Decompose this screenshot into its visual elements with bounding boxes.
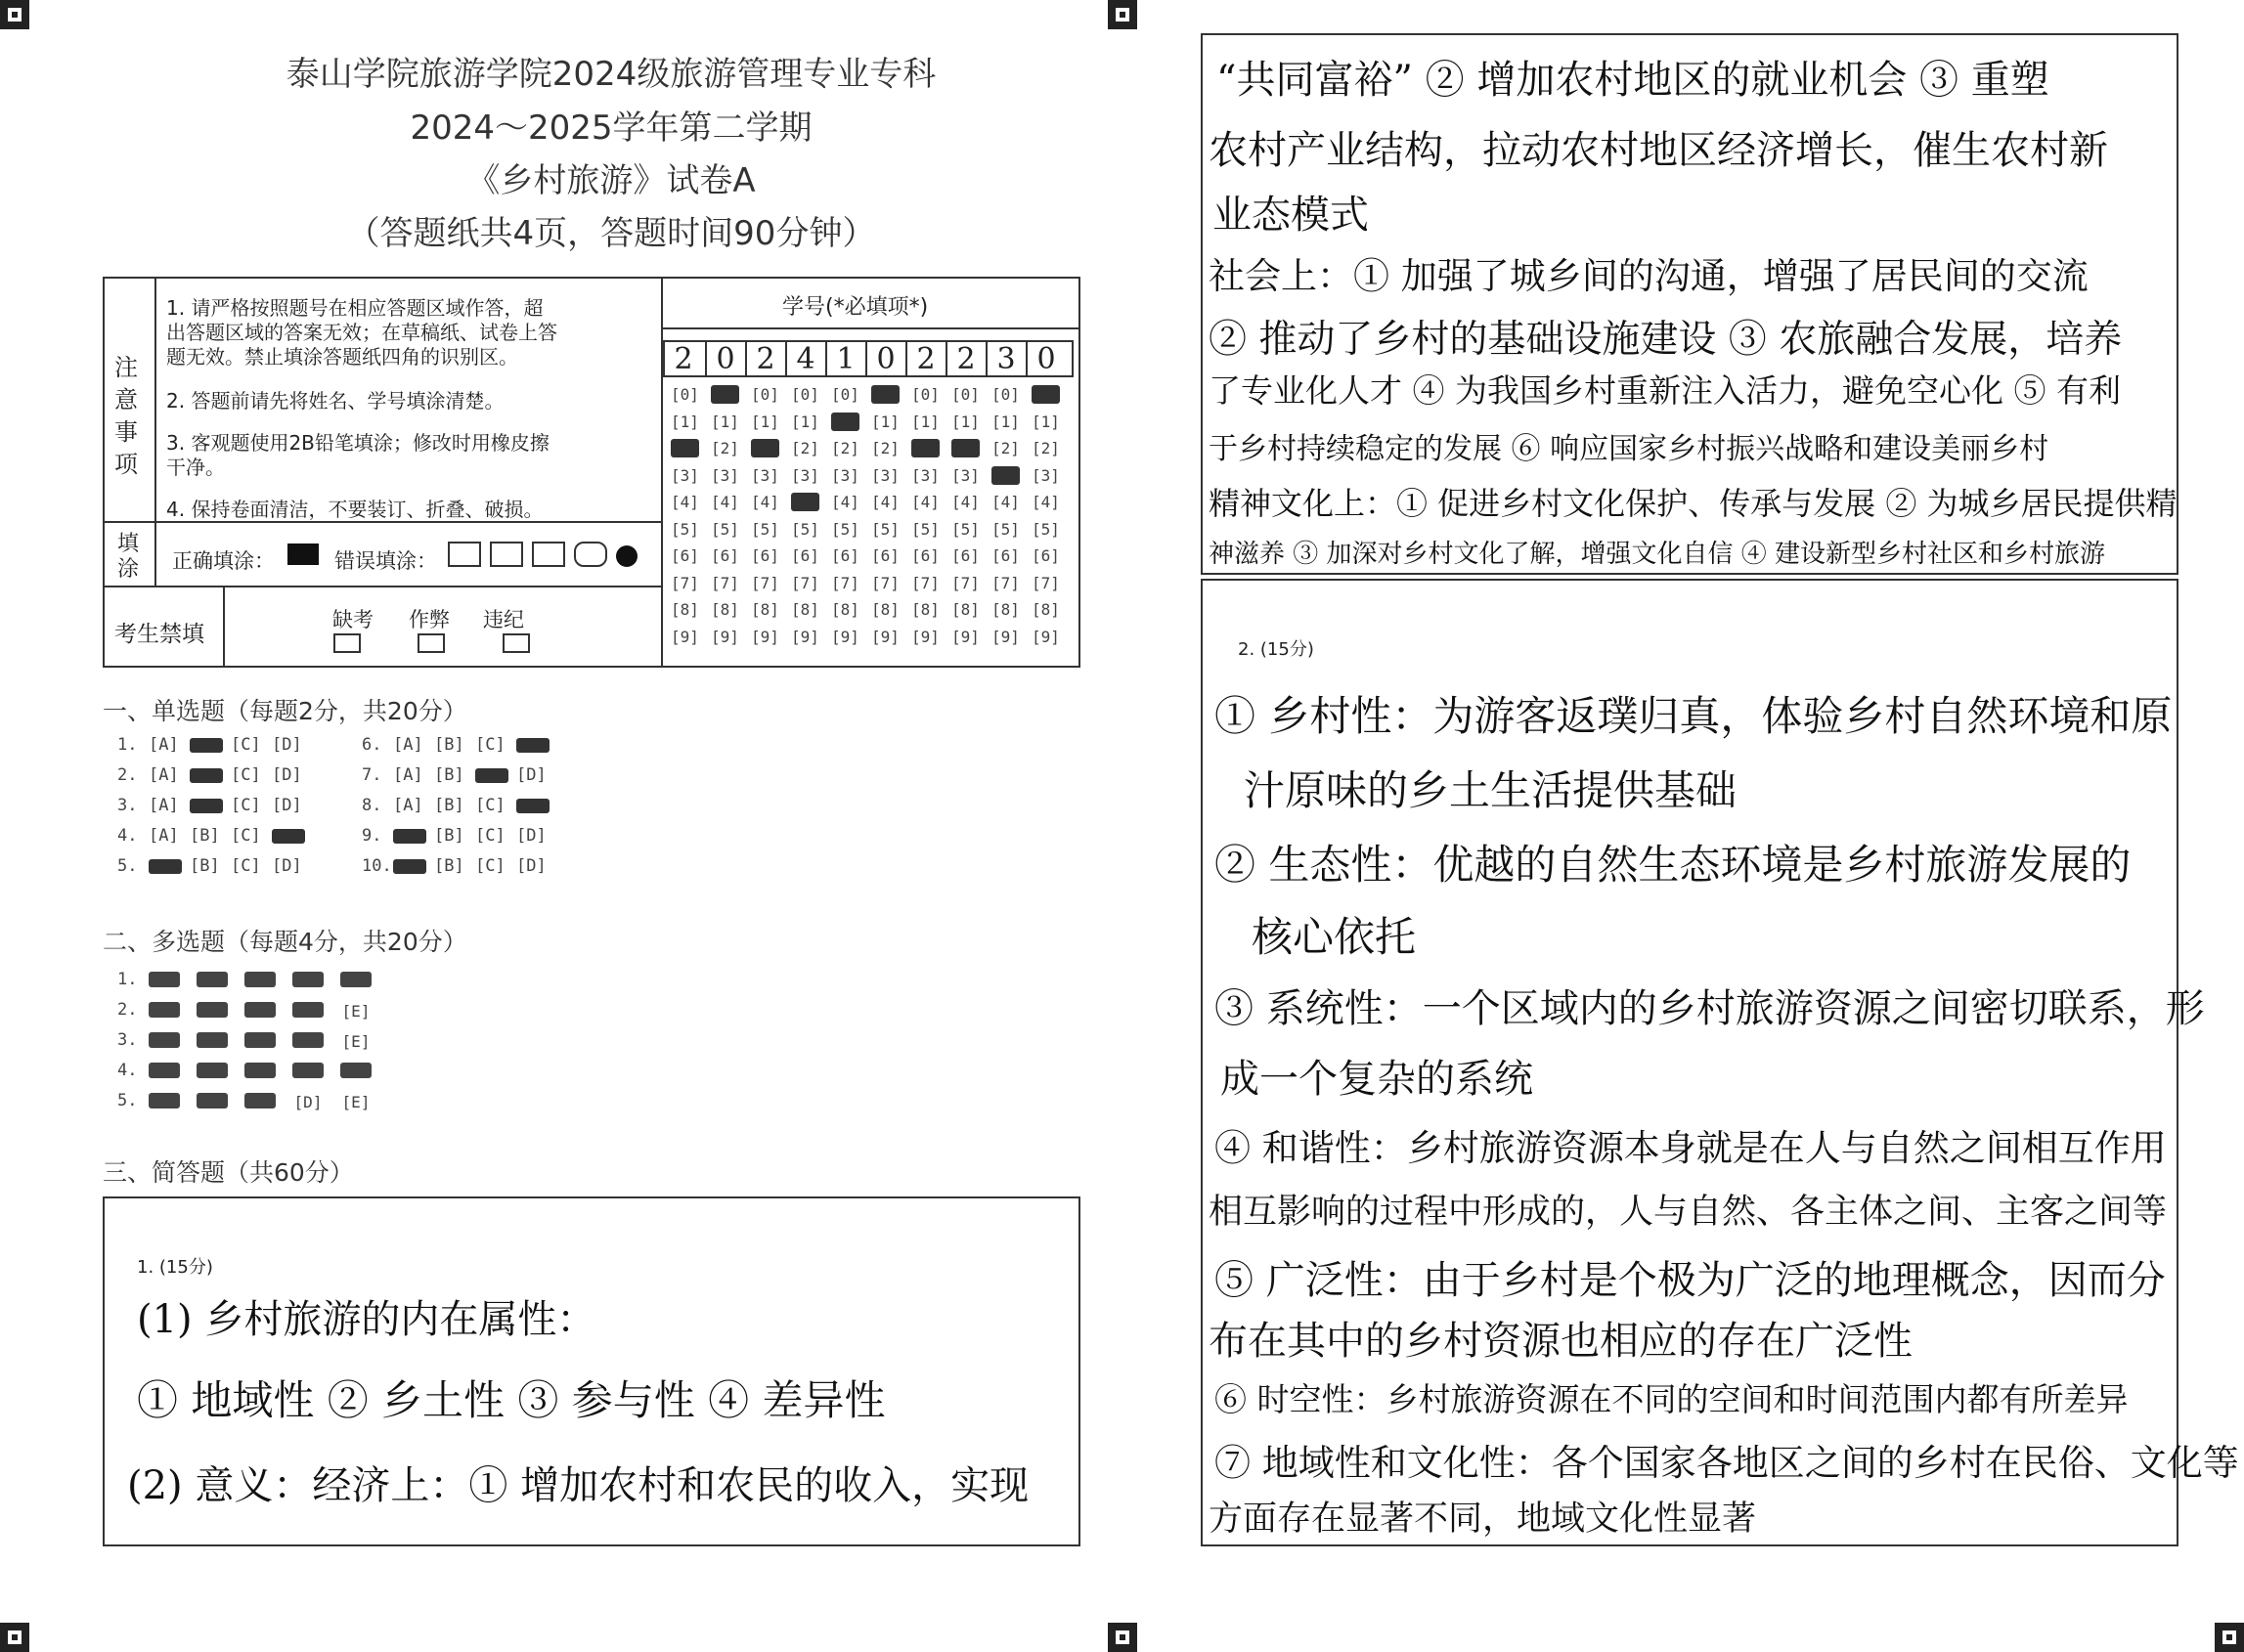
- question-number: 5.: [117, 1091, 138, 1110]
- id-bubble[interactable]: [0]: [711, 385, 739, 404]
- id-bubble[interactable]: [7]: [751, 573, 779, 592]
- option-b[interactable]: [B]: [190, 826, 220, 846]
- id-bubble[interactable]: [7]: [871, 573, 900, 592]
- exam-title-note: （答题纸共4页，答题时间90分钟）: [346, 214, 876, 253]
- notice-item-3b: 干净。: [166, 456, 225, 479]
- id-bubble[interactable]: [1]: [671, 412, 699, 431]
- option-d[interactable]: [D]: [516, 765, 547, 785]
- corner-mark-bottom-right: [2215, 1623, 2244, 1652]
- option-b[interactable]: [B]: [434, 796, 464, 815]
- id-bubble[interactable]: [9]: [791, 627, 819, 646]
- notice-side-label: 注意事项: [114, 354, 138, 478]
- q2-answer-line-13: 方面存在显著不同，地域文化性显著: [1209, 1500, 1757, 1539]
- wrong-fill-samples: [448, 542, 638, 573]
- id-bubble[interactable]: [2]: [831, 439, 859, 457]
- id-digit: 4: [785, 342, 824, 377]
- question-number: 4.: [117, 826, 138, 846]
- exam-title-school: 泰山学院旅游学院2024级旅游管理专业专科: [286, 55, 937, 94]
- student-id-bubble-grid[interactable]: [671, 385, 1072, 659]
- notice-item-3a: 3. 客观题使用2B铅笔填涂；修改时用橡皮擦: [166, 431, 550, 455]
- multi-choice-row[interactable]: [117, 1000, 388, 1020]
- id-bubble[interactable]: [7]: [951, 573, 980, 592]
- empty-option[interactable]: [E]: [341, 1093, 371, 1111]
- question-number: 3.: [117, 796, 138, 815]
- q2-answer-line-10: 布在其中的乡村资源也相应的存在广泛性: [1209, 1319, 1913, 1364]
- id-bubble[interactable]: [3]: [911, 465, 940, 485]
- filled-option[interactable]: [244, 1032, 276, 1048]
- option-c[interactable]: [C]: [231, 856, 261, 876]
- option-c[interactable]: [C]: [475, 826, 506, 846]
- id-bubble[interactable]: [2]: [911, 439, 940, 457]
- id-bubble[interactable]: [9]: [671, 627, 699, 646]
- id-bubble[interactable]: [6]: [831, 546, 859, 565]
- option-b[interactable]: [B]: [434, 826, 464, 846]
- notice-item-1a: 1. 请严格按照题号在相应答题区域作答，超: [166, 296, 544, 320]
- id-bubble[interactable]: [6]: [711, 546, 739, 565]
- q1-label: 1. (15分): [137, 1257, 213, 1278]
- id-bubble[interactable]: [5]: [751, 519, 779, 539]
- id-bubble[interactable]: [1]: [1032, 412, 1060, 431]
- id-bubble[interactable]: [0]: [991, 385, 1020, 404]
- forbid-violation: 违纪: [483, 608, 524, 631]
- id-bubble[interactable]: [3]: [1032, 465, 1060, 485]
- id-bubble[interactable]: [6]: [951, 546, 980, 565]
- option-a[interactable]: [A]: [393, 796, 423, 815]
- forbid-absent: 缺考: [332, 608, 374, 631]
- id-bubble[interactable]: [8]: [911, 600, 940, 619]
- filled-option[interactable]: [244, 1002, 276, 1018]
- filled-option[interactable]: [475, 768, 508, 783]
- id-bubble[interactable]: [9]: [751, 627, 779, 646]
- id-bubble[interactable]: [9]: [991, 627, 1020, 646]
- section3-title: 三、简答题（共60分）: [103, 1158, 354, 1187]
- id-digit: 0: [1026, 342, 1065, 377]
- id-bubble[interactable]: [3]: [711, 465, 739, 485]
- id-bubble[interactable]: [0]: [831, 385, 859, 404]
- id-bubble[interactable]: [7]: [911, 573, 940, 592]
- q1-cont-line-9: 神滋养 ③ 加深对乡村文化了解，增强文化自信 ④ 建设新型乡村社区和乡村旅游: [1209, 540, 2106, 569]
- filled-option[interactable]: [190, 799, 223, 813]
- id-bubble[interactable]: [5]: [991, 519, 1020, 539]
- filled-option[interactable]: [340, 972, 372, 987]
- fill-side-label: 填涂: [117, 532, 139, 581]
- option-d[interactable]: [D]: [516, 826, 547, 846]
- q1-cont-line-8: 精神文化上：① 促进乡村文化保护、传承与发展 ② 为城乡居民提供精: [1209, 485, 2178, 522]
- id-bubble[interactable]: [3]: [671, 465, 699, 485]
- option-d[interactable]: [D]: [272, 856, 302, 876]
- id-bubble[interactable]: [5]: [711, 519, 739, 539]
- question-number: 8.: [362, 796, 382, 815]
- id-bubble[interactable]: [3]: [871, 465, 900, 485]
- id-bubble[interactable]: [7]: [791, 573, 819, 592]
- id-bubble[interactable]: [8]: [831, 600, 859, 619]
- id-bubble[interactable]: [1]: [831, 412, 859, 431]
- filled-option[interactable]: [516, 799, 550, 813]
- q2-answer-line-11: ⑥ 时空性：乡村旅游资源在不同的空间和时间范围内都有所差异: [1214, 1380, 2129, 1418]
- id-bubble[interactable]: [6]: [991, 546, 1020, 565]
- id-bubble[interactable]: [4]: [991, 493, 1020, 511]
- id-bubble[interactable]: [5]: [671, 519, 699, 539]
- q1-cont-line-6: 了专业化人才 ④ 为我国乡村重新注入活力，避免空心化 ⑤ 有利: [1209, 371, 2121, 410]
- option-d[interactable]: [D]: [516, 856, 547, 876]
- id-bubble[interactable]: [1]: [871, 412, 900, 431]
- filled-option[interactable]: [149, 972, 180, 987]
- single-choice-row[interactable]: [117, 826, 313, 846]
- exam-title-course: 《乡村旅游》试卷A: [466, 161, 756, 200]
- filled-option[interactable]: [340, 1063, 372, 1078]
- id-bubble[interactable]: [6]: [751, 546, 779, 565]
- option-c[interactable]: [C]: [231, 796, 261, 815]
- corner-mark-bottom-middle: [1108, 1623, 1137, 1652]
- q1-cont-line-1: “共同富裕” ② 增加农村地区的就业机会 ③ 重塑: [1216, 58, 2049, 103]
- question-number: 5.: [117, 856, 138, 876]
- id-bubble[interactable]: [8]: [711, 600, 739, 619]
- option-b[interactable]: [B]: [434, 735, 464, 755]
- id-bubble[interactable]: [4]: [751, 493, 779, 511]
- filled-option[interactable]: [292, 972, 324, 987]
- id-digit: 3: [986, 342, 1025, 377]
- id-bubble[interactable]: [0]: [871, 385, 900, 404]
- id-bubble[interactable]: [2]: [871, 439, 900, 457]
- id-bubble[interactable]: [9]: [831, 627, 859, 646]
- id-bubble[interactable]: [7]: [831, 573, 859, 592]
- single-choice-row[interactable]: [362, 826, 557, 846]
- q2-answer-line-2: 汁原味的乡土生活提供基础: [1244, 766, 1738, 814]
- id-bubble[interactable]: [1]: [751, 412, 779, 431]
- id-bubble[interactable]: [1]: [951, 412, 980, 431]
- q2-answer-line-6: 成一个复杂的系统: [1220, 1057, 1533, 1102]
- option-c[interactable]: [C]: [231, 765, 261, 785]
- id-bubble[interactable]: [6]: [791, 546, 819, 565]
- q2-answer-line-12: ⑦ 地域性和文化性：各个国家各地区之间的乡村在民俗、文化等: [1214, 1442, 2239, 1484]
- q1-cont-line-5: ② 推动了乡村的基础设施建设 ③ 农旅融合发展，培养: [1209, 318, 2123, 362]
- single-choice-answers[interactable]: [117, 735, 606, 891]
- id-bubble[interactable]: [4]: [951, 493, 980, 511]
- q2-answer-line-4: 核心依托: [1252, 913, 1417, 961]
- id-bubble[interactable]: [7]: [711, 573, 739, 592]
- id-bubble[interactable]: [0]: [751, 385, 779, 404]
- corner-mark-top-middle: [1108, 0, 1137, 29]
- id-bubble[interactable]: [2]: [951, 439, 980, 457]
- id-bubble[interactable]: [7]: [991, 573, 1020, 592]
- filled-option[interactable]: [190, 738, 223, 753]
- forbid-absent-checkbox[interactable]: [333, 633, 361, 653]
- q1-answer-line-3: (2) 意义：经济上：① 增加农村和农民的收入，实现: [127, 1463, 1030, 1508]
- id-bubble[interactable]: [8]: [671, 600, 699, 619]
- filled-option[interactable]: [149, 1063, 180, 1078]
- option-c[interactable]: [C]: [231, 826, 261, 846]
- id-bubble[interactable]: [5]: [871, 519, 900, 539]
- id-bubble[interactable]: [5]: [911, 519, 940, 539]
- id-bubble[interactable]: [4]: [671, 493, 699, 511]
- single-choice-row[interactable]: [362, 735, 557, 755]
- forbid-label: 考生禁填: [114, 622, 204, 647]
- option-a[interactable]: [A]: [393, 765, 423, 785]
- corner-mark-bottom-left: [0, 1623, 29, 1652]
- id-bubble[interactable]: [4]: [911, 493, 940, 511]
- correct-fill-label: 正确填涂：: [172, 549, 275, 573]
- filled-option[interactable]: [149, 1032, 180, 1048]
- multi-choice-row[interactable]: [117, 1061, 388, 1080]
- q1-cont-line-4: 社会上：① 加强了城乡间的沟通，增强了居民间的交流: [1209, 255, 2089, 297]
- id-bubble[interactable]: [7]: [671, 573, 699, 592]
- id-bubble[interactable]: [4]: [1032, 493, 1060, 511]
- filled-option[interactable]: [197, 972, 228, 987]
- single-choice-row[interactable]: [117, 856, 313, 876]
- filled-option[interactable]: [197, 1002, 228, 1018]
- section1-title: 一、单选题（每题2分，共20分）: [103, 697, 467, 725]
- id-bubble[interactable]: [5]: [1032, 519, 1060, 539]
- id-bubble[interactable]: [9]: [911, 627, 940, 646]
- id-bubble[interactable]: [3]: [831, 465, 859, 485]
- id-bubble[interactable]: [6]: [911, 546, 940, 565]
- id-bubble[interactable]: [0]: [951, 385, 980, 404]
- id-bubble[interactable]: [0]: [1032, 385, 1060, 404]
- option-a[interactable]: [A]: [149, 796, 179, 815]
- filled-option[interactable]: [197, 1032, 228, 1048]
- notice-item-1c: 题无效。禁止填涂答题纸四角的识别区。: [166, 345, 518, 369]
- forbid-violation-checkbox[interactable]: [503, 633, 530, 653]
- notice-item-4: 4. 保持卷面清洁，不要装订、折叠、破损。: [166, 498, 544, 521]
- section2-title: 二、多选题（每题4分，共20分）: [103, 928, 467, 956]
- filled-option[interactable]: [393, 859, 426, 874]
- id-bubble[interactable]: [7]: [1032, 573, 1060, 592]
- filled-option[interactable]: [292, 1032, 324, 1048]
- corner-mark-top-left: [0, 0, 29, 29]
- id-bubble[interactable]: [8]: [951, 600, 980, 619]
- question-number: 10.: [362, 856, 392, 876]
- id-digit: 2: [745, 342, 784, 377]
- id-bubble[interactable]: [1]: [991, 412, 1020, 431]
- empty-option[interactable]: [D]: [293, 1093, 323, 1111]
- exam-title-term: 2024～2025学年第二学期: [410, 109, 813, 148]
- q1-cont-line-2: 农村产业结构，拉动农村地区经济增长，催生农村新: [1209, 128, 2108, 173]
- id-bubble[interactable]: [4]: [831, 493, 859, 511]
- id-bubble[interactable]: [1]: [791, 412, 819, 431]
- option-c[interactable]: [C]: [231, 735, 261, 755]
- id-digit: 0: [865, 342, 904, 377]
- single-choice-row[interactable]: [117, 796, 313, 815]
- option-a[interactable]: [A]: [149, 765, 179, 785]
- option-a[interactable]: [A]: [149, 735, 179, 755]
- option-c[interactable]: [C]: [475, 735, 506, 755]
- question-number: 1.: [117, 735, 138, 755]
- id-bubble[interactable]: [9]: [1032, 627, 1060, 646]
- id-bubble[interactable]: [8]: [751, 600, 779, 619]
- id-bubble[interactable]: [2]: [1032, 439, 1060, 457]
- filled-option[interactable]: [190, 768, 223, 783]
- multi-choice-row[interactable]: [117, 970, 388, 989]
- q1-cont-line-7: 于乡村持续稳定的发展 ⑥ 响应国家乡村振兴战略和建设美丽乡村: [1209, 432, 2049, 466]
- single-choice-row[interactable]: [117, 765, 313, 785]
- id-bubble[interactable]: [0]: [671, 385, 699, 404]
- id-bubble[interactable]: [3]: [951, 465, 980, 485]
- q2-label: 2. (15分): [1238, 639, 1314, 660]
- id-bubble[interactable]: [3]: [991, 465, 1020, 485]
- id-bubble[interactable]: [0]: [911, 385, 940, 404]
- option-b[interactable]: [B]: [434, 856, 464, 876]
- id-digit: 2: [946, 342, 985, 377]
- option-c[interactable]: [C]: [475, 796, 506, 815]
- id-digit: 2: [674, 342, 693, 376]
- filled-option[interactable]: [149, 859, 182, 874]
- question-number: 2.: [117, 1000, 138, 1020]
- id-bubble[interactable]: [5]: [791, 519, 819, 539]
- id-bubble[interactable]: [9]: [871, 627, 900, 646]
- id-bubble[interactable]: [3]: [751, 465, 779, 485]
- correct-fill-sample: [287, 543, 319, 565]
- q2-answer-line-7: ④ 和谐性：乡村旅游资源本身就是在人与自然之间相互作用: [1214, 1127, 2167, 1169]
- option-a[interactable]: [A]: [149, 826, 179, 846]
- q2-answer-line-9: ⑤ 广泛性：由于乡村是个极为广泛的地理概念，因而分: [1214, 1258, 2166, 1303]
- student-id-label: 学号(*必填项*): [782, 295, 929, 320]
- filled-option[interactable]: [272, 829, 305, 844]
- filled-option[interactable]: [292, 1002, 324, 1018]
- option-d[interactable]: [D]: [272, 765, 302, 785]
- filled-option[interactable]: [197, 1093, 228, 1109]
- id-bubble[interactable]: [4]: [791, 493, 819, 511]
- q1-cont-line-3: 业态模式: [1212, 193, 1369, 238]
- filled-option[interactable]: [197, 1063, 228, 1078]
- id-bubble[interactable]: [6]: [871, 546, 900, 565]
- id-bubble[interactable]: [5]: [831, 519, 859, 539]
- q1-answer-line-1: (1) 乡村旅游的内在属性：: [137, 1297, 596, 1342]
- filled-option[interactable]: [244, 1093, 276, 1109]
- filled-option[interactable]: [244, 1063, 276, 1078]
- question-number: 3.: [117, 1030, 138, 1050]
- single-choice-row[interactable]: [362, 856, 557, 876]
- single-choice-row[interactable]: [362, 765, 557, 785]
- question-number: 1.: [117, 970, 138, 989]
- filled-option[interactable]: [516, 738, 550, 753]
- id-digit: 0: [705, 342, 744, 377]
- option-a[interactable]: [A]: [393, 735, 423, 755]
- id-bubble[interactable]: [2]: [671, 439, 699, 457]
- option-d[interactable]: [D]: [272, 735, 302, 755]
- q2-answer-line-5: ③ 系统性：一个区域内的乡村旅游资源之间密切联系，形: [1214, 986, 2205, 1031]
- id-bubble[interactable]: [4]: [711, 493, 739, 511]
- id-bubble[interactable]: [8]: [991, 600, 1020, 619]
- q2-answer-line-8: 相互影响的过程中形成的，人与自然、各主体之间、主客之间等: [1209, 1193, 2168, 1232]
- notice-item-2: 2. 答题前请先将姓名、学号填涂清楚。: [166, 389, 505, 413]
- forbid-cheat-checkbox[interactable]: [418, 633, 445, 653]
- multi-choice-row[interactable]: [117, 1030, 388, 1050]
- id-bubble[interactable]: [8]: [871, 600, 900, 619]
- id-bubble[interactable]: [1]: [711, 412, 739, 431]
- question-number: 9.: [362, 826, 382, 846]
- filled-option[interactable]: [292, 1063, 324, 1078]
- option-b[interactable]: [B]: [434, 765, 464, 785]
- id-bubble[interactable]: [4]: [871, 493, 900, 511]
- q2-answer-line-3: ② 生态性：优越的自然生态环境是乡村旅游发展的: [1214, 841, 2132, 889]
- id-bubble[interactable]: [3]: [791, 465, 819, 485]
- id-bubble[interactable]: [1]: [911, 412, 940, 431]
- id-bubble[interactable]: [2]: [751, 439, 779, 457]
- filled-option[interactable]: [149, 1093, 180, 1109]
- id-bubble[interactable]: [0]: [791, 385, 819, 404]
- student-id-digits: [663, 340, 1074, 377]
- id-bubble[interactable]: [2]: [711, 439, 739, 457]
- option-c[interactable]: [C]: [475, 856, 506, 876]
- id-bubble[interactable]: [9]: [951, 627, 980, 646]
- id-digit: 2: [905, 342, 945, 377]
- id-bubble[interactable]: [9]: [711, 627, 739, 646]
- q2-answer-line-1: ① 乡村性：为游客返璞归真，体验乡村自然环境和原: [1214, 692, 2173, 740]
- empty-option[interactable]: [E]: [341, 1032, 371, 1051]
- option-d[interactable]: [D]: [272, 796, 302, 815]
- id-bubble[interactable]: [6]: [1032, 546, 1060, 565]
- filled-option[interactable]: [393, 829, 426, 844]
- id-bubble[interactable]: [8]: [791, 600, 819, 619]
- single-choice-row[interactable]: [362, 796, 557, 815]
- option-b[interactable]: [B]: [190, 856, 220, 876]
- wrong-fill-label: 错误填涂：: [334, 549, 437, 573]
- question-number: 6.: [362, 735, 382, 755]
- multi-choice-row[interactable]: [117, 1091, 388, 1110]
- id-bubble[interactable]: [5]: [951, 519, 980, 539]
- question-number: 2.: [117, 765, 138, 785]
- id-bubble[interactable]: [2]: [991, 439, 1020, 457]
- id-bubble[interactable]: [2]: [791, 439, 819, 457]
- id-digit: 1: [825, 342, 864, 377]
- question-number: 4.: [117, 1061, 138, 1080]
- id-bubble[interactable]: [6]: [671, 546, 699, 565]
- question-number: 7.: [362, 765, 382, 785]
- filled-option[interactable]: [244, 972, 276, 987]
- filled-option[interactable]: [149, 1002, 180, 1018]
- multi-choice-answers[interactable]: [117, 970, 411, 1116]
- q1-answer-line-2: ① 地域性 ② 乡土性 ③ 参与性 ④ 差异性: [137, 1376, 886, 1424]
- single-choice-row[interactable]: [117, 735, 313, 755]
- id-bubble[interactable]: [8]: [1032, 600, 1060, 619]
- notice-item-1b: 出答题区域的答案无效；在草稿纸、试卷上答: [166, 321, 557, 344]
- forbid-cheat: 作弊: [409, 608, 450, 631]
- empty-option[interactable]: [E]: [341, 1002, 371, 1021]
